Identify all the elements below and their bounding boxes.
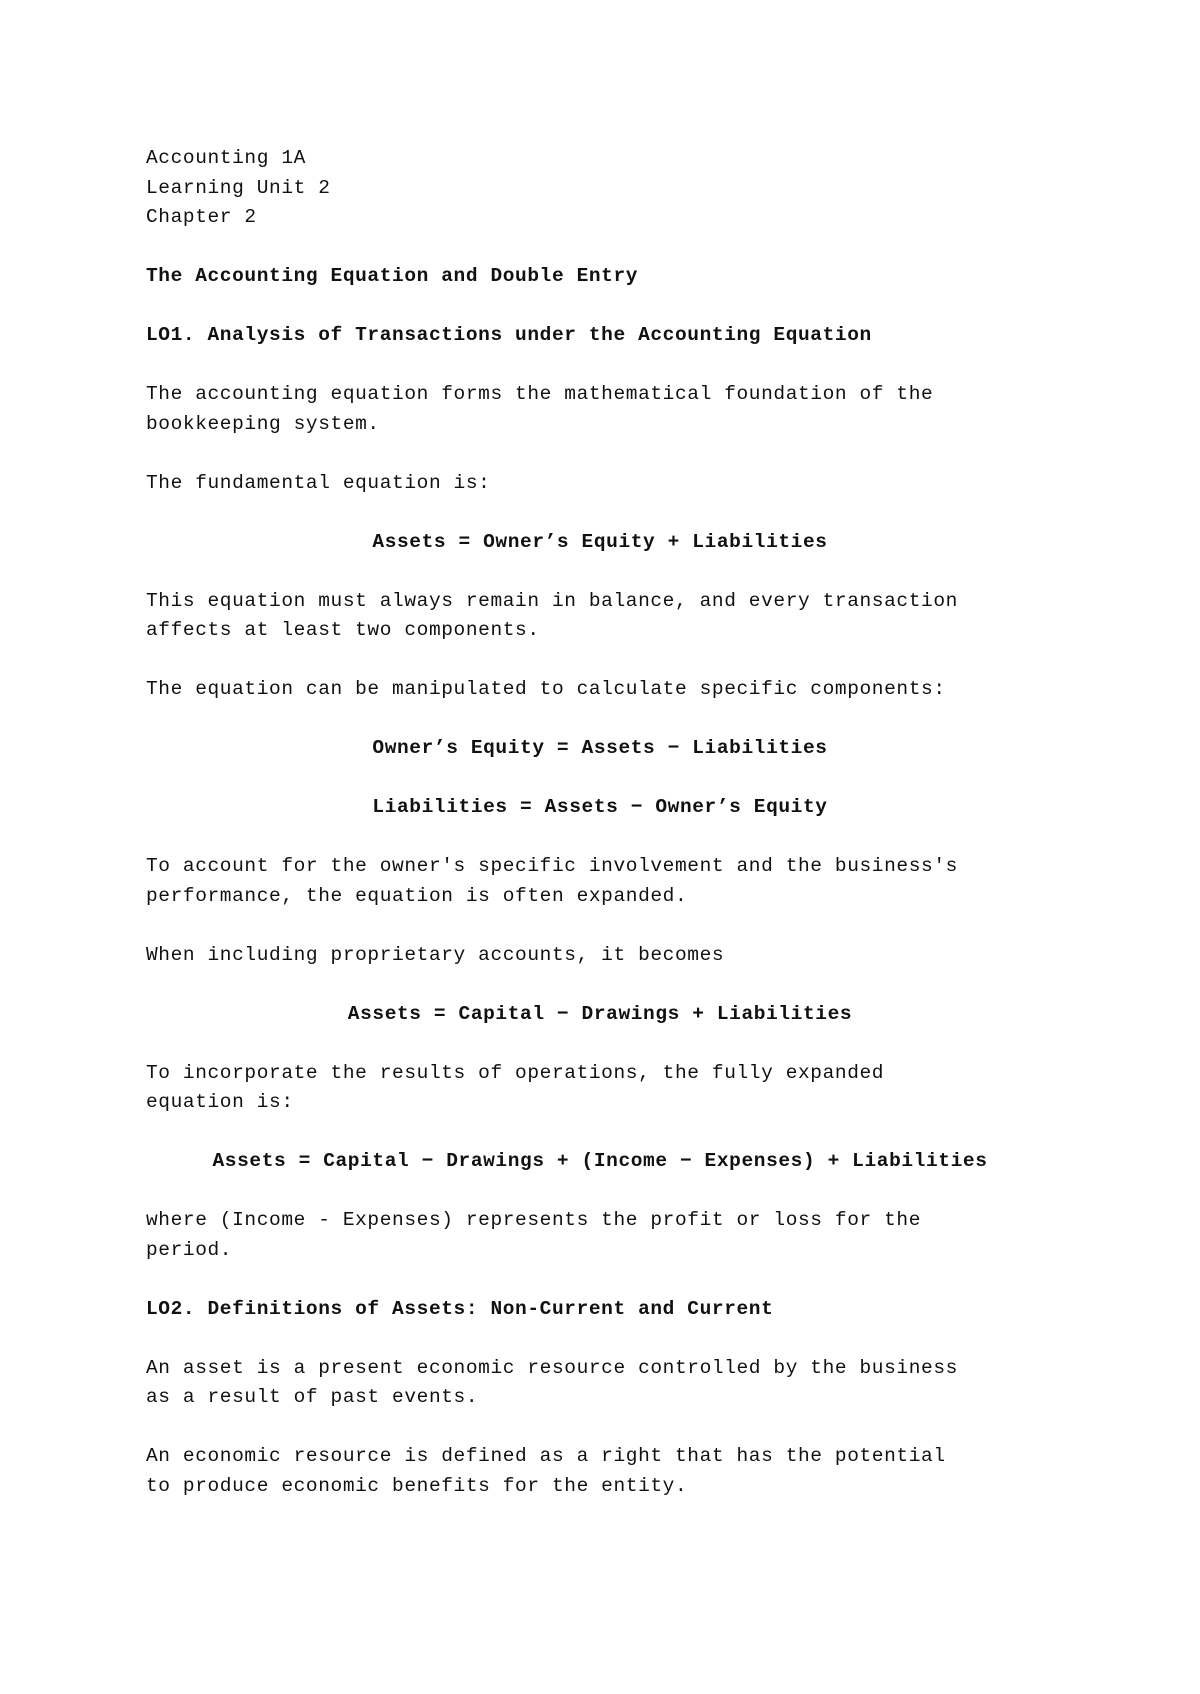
lo1-paragraph-1-line-2: bookkeeping system. — [146, 412, 380, 435]
lo1-paragraph-7-line-1: To incorporate the results of operations, the fully expanded — [146, 1061, 885, 1084]
lo1-paragraph-3-line-2: affects at least two components. — [146, 619, 540, 641]
lo2-paragraph-1-line-1: An asset is a present economic resource controlled by the business — [146, 1356, 958, 1379]
course-name: Accounting 1A — [146, 147, 306, 169]
lo1-paragraph-2: The fundamental equation is: — [146, 471, 491, 494]
equation-owners-equity: Owner’s Equity = Assets − Liabilities — [372, 737, 828, 759]
lo1-paragraph-6: When including proprietary accounts, it becomes — [146, 943, 725, 966]
lo1-paragraph-7-line-2: equation is: — [146, 1091, 294, 1113]
lo1-paragraph-3-line-1: This equation must always remain in balance, and every transaction — [146, 589, 958, 612]
equation-fundamental: Assets = Owner’s Equity + Liabilities — [372, 530, 828, 553]
lo2-paragraph-1-line-2: as a result of past events. — [146, 1386, 479, 1408]
lo2-paragraph-2-line-2: to produce economic benefits for the entity. — [146, 1474, 688, 1497]
lo1-paragraph-5-line-2: performance, the equation is often expanded. — [146, 884, 688, 907]
equation-proprietary: Assets = Capital − Drawings + Liabilities — [347, 1002, 853, 1025]
equation-fully-expanded: Assets = Capital − Drawings + (Income − Expenses) + Liabilities — [212, 1150, 988, 1172]
equation-liabilities: Liabilities = Assets − Owner’s Equity — [372, 796, 828, 818]
lo2-heading: LO2. Definitions of Assets: Non-Current and Current — [146, 1297, 774, 1320]
lo1-paragraph-4: The equation can be manipulated to calculate specific components: — [146, 678, 946, 700]
chapter-label: Chapter 2 — [146, 206, 257, 228]
lo1-paragraph-1-line-1: The accounting equation forms the mathematical foundation of the — [146, 383, 934, 405]
lo1-heading: LO1. Analysis of Transactions under the Accounting Equation — [146, 324, 872, 346]
lo1-paragraph-8-line-1: where (Income - Expenses) represents the profit or loss for the — [146, 1209, 922, 1231]
lo1-paragraph-5-line-1: To account for the owner's specific involvement and the business's — [146, 855, 958, 877]
document-title: The Accounting Equation and Double Entry — [146, 265, 639, 287]
lo1-paragraph-8-line-2: period. — [146, 1238, 233, 1261]
lo2-paragraph-2-line-1: An economic resource is defined as a right that has the potential — [146, 1445, 946, 1467]
learning-unit: Learning Unit 2 — [146, 176, 331, 199]
